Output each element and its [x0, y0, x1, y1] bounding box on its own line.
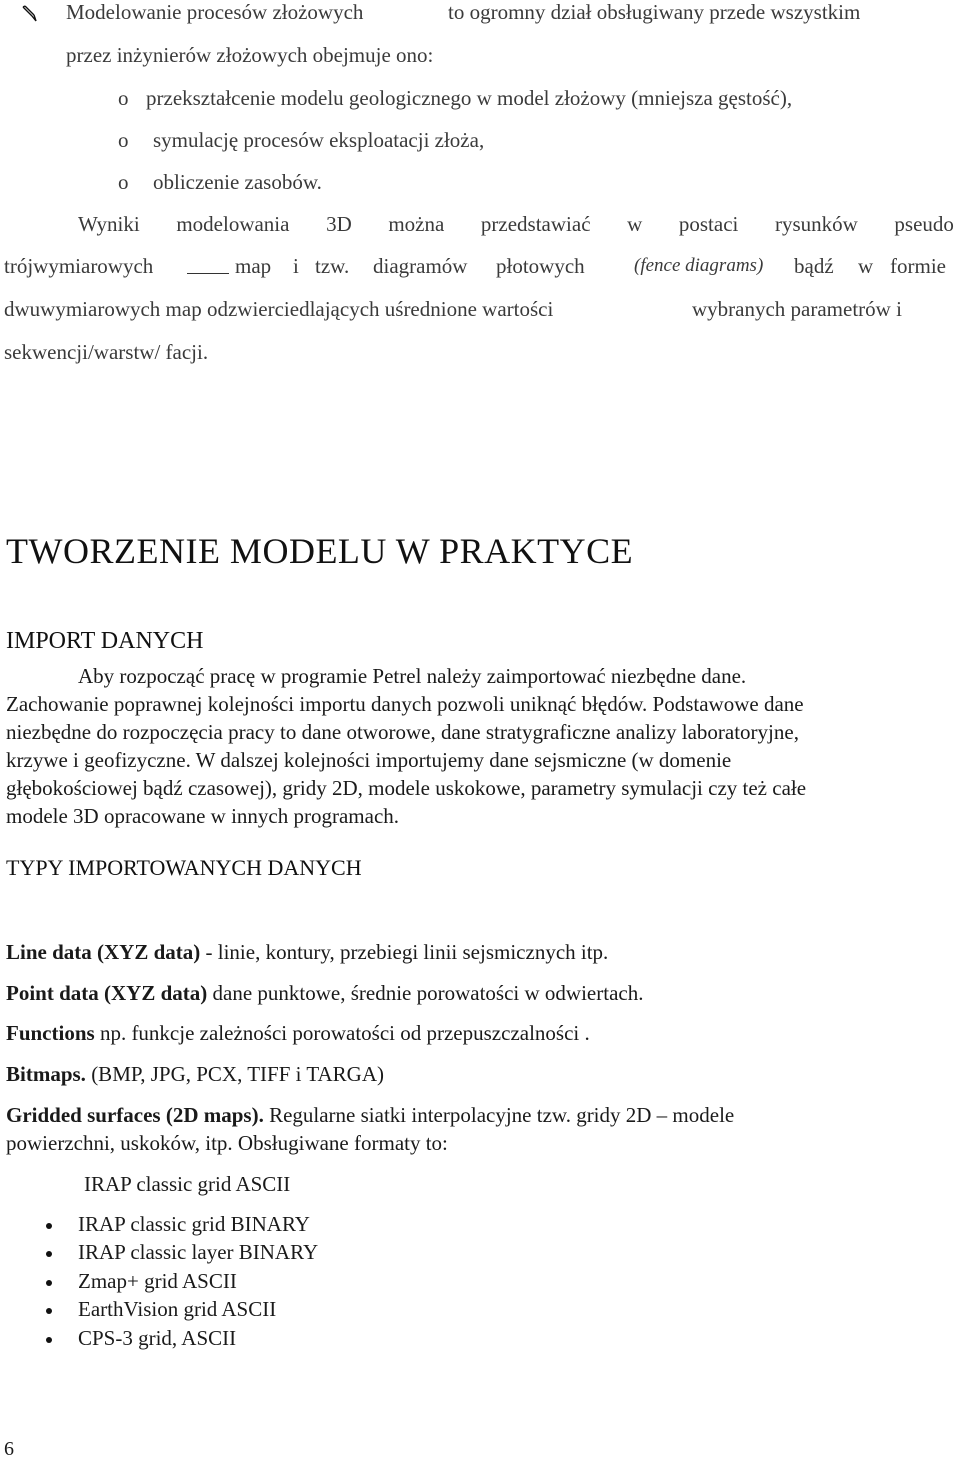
type-functions	[6, 1021, 590, 1046]
word: pseudo	[894, 212, 954, 236]
type-bold: Bitmaps.	[6, 1062, 86, 1086]
sub-marker-1: o	[118, 86, 129, 110]
page-number: 6	[4, 1438, 14, 1460]
type-bold: Point data (XYZ data)	[6, 981, 208, 1005]
sub-item-3: obliczenie zasobów.	[153, 170, 322, 194]
para2-line2-e: diagramów	[373, 254, 468, 278]
format-item: IRAP classic layer BINARY	[78, 1240, 319, 1264]
type-bitmaps	[6, 1062, 384, 1087]
word: modelowania	[176, 212, 290, 236]
import-line-1: Aby rozpocząć pracę w programie Petrel należy zaimportować niezbędne dane.	[78, 664, 747, 688]
word: Wyniki	[78, 212, 140, 236]
type-bold: Gridded surfaces (2D maps).	[6, 1103, 264, 1127]
para2-line4: sekwencji/warstw/ facji.	[4, 340, 209, 364]
format-first: IRAP classic grid ASCII	[84, 1172, 291, 1196]
word: rysunków	[774, 212, 858, 236]
para2-line2-italic: (fence diagrams)	[634, 255, 764, 276]
dash-line	[187, 273, 229, 274]
type-text: (BMP, JPG, PCX, TIFF i TARGA)	[85, 1062, 384, 1086]
para2-line3-a: dwuwymiarowych map odzwierciedlających uśrednione wartości	[4, 297, 554, 321]
para2-line2-b: map	[235, 254, 272, 278]
format-item: CPS-3 grid, ASCII	[78, 1326, 237, 1350]
import-line-6: modele 3D opracowane w innych programach.	[6, 804, 400, 828]
type-text: np. funkcje zależności porowatości od przepuszczalności .	[94, 1021, 590, 1045]
bullet-dot	[46, 1223, 52, 1229]
word: przedstawiać	[480, 212, 591, 236]
bullet-dot	[46, 1337, 52, 1343]
para2-line2-g: bądź	[794, 254, 834, 278]
type-gridded	[6, 1103, 734, 1128]
type-text: - linie, kontury, przebiegi linii sejsmicznych itp.	[200, 940, 609, 964]
para2-line2-a: trójwymiarowych	[4, 254, 154, 278]
sub-item-1: przekształcenie modelu geologicznego w model złożowy (mniejsza gęstość),	[146, 86, 793, 110]
intro-line1-a: Modelowanie procesów złożowych	[66, 0, 364, 24]
type-point-data	[6, 981, 643, 1006]
word: w	[627, 212, 643, 236]
bullet-dot	[46, 1280, 52, 1286]
para2-line1	[78, 212, 954, 237]
sub-marker-3: o	[118, 170, 129, 194]
word: można	[388, 212, 445, 236]
section-title: TWORZENIE MODELU W PRAKTYCE	[6, 531, 634, 571]
type-text: dane punktowe, średnie porowatości w odwiertach.	[207, 981, 644, 1005]
import-line-3: niezbędne do rozpoczęcia pracy to dane otworowe, dane stratygraficzne analizy laboratoryjne,	[6, 720, 799, 744]
sub-item-2: symulację procesów eksploatacji złoża,	[153, 128, 485, 152]
gridded-line2: powierzchni, uskoków, itp. Obsługiwane formaty to:	[6, 1131, 448, 1155]
format-item: Zmap+ grid ASCII	[78, 1269, 237, 1293]
para2-line2-c: i	[293, 254, 299, 278]
intro-line1-b: to ogromny dział obsługiwany przede wszystkim	[448, 0, 861, 24]
types-heading: TYPY IMPORTOWANYCH DANYCH	[6, 855, 362, 880]
word: postaci	[678, 212, 739, 236]
format-item: EarthVision grid ASCII	[78, 1297, 277, 1321]
intro-line2: przez inżynierów złożowych obejmuje ono:	[66, 43, 434, 67]
bullet-dot	[46, 1251, 52, 1257]
para2-line2-i: formie	[890, 254, 946, 278]
para2-line2-d: tzw.	[315, 254, 350, 278]
import-line-5: głębokościowej bądź czasowej), gridy 2D, modele uskokowe, parametry symulacji czy też całe	[6, 776, 807, 800]
para2-line2-f: płotowych	[496, 254, 585, 278]
word: 3D	[326, 212, 352, 236]
bullet-dot	[46, 1308, 52, 1314]
para2-line2-h: w	[858, 254, 874, 278]
type-bold: Line data (XYZ data)	[6, 940, 201, 964]
type-bold: Functions	[6, 1021, 95, 1045]
sub-marker-2: o	[118, 128, 129, 152]
format-item: IRAP classic grid BINARY	[78, 1212, 310, 1236]
pen-bullet-icon	[20, 4, 40, 24]
import-line-4: krzywe i geofizyczne. W dalszej kolejności importujemy dane sejsmiczne (w domenie	[6, 748, 732, 772]
type-text: Regularne siatki interpolacyjne tzw. gridy 2D – modele	[263, 1103, 735, 1127]
para2-line3-b: wybranych parametrów i	[692, 297, 902, 321]
type-line-data	[6, 940, 608, 965]
import-heading: IMPORT DANYCH	[6, 628, 204, 654]
import-line-2: Zachowanie poprawnej kolejności importu danych pozwoli uniknąć błędów. Podstawowe dane	[6, 692, 804, 716]
